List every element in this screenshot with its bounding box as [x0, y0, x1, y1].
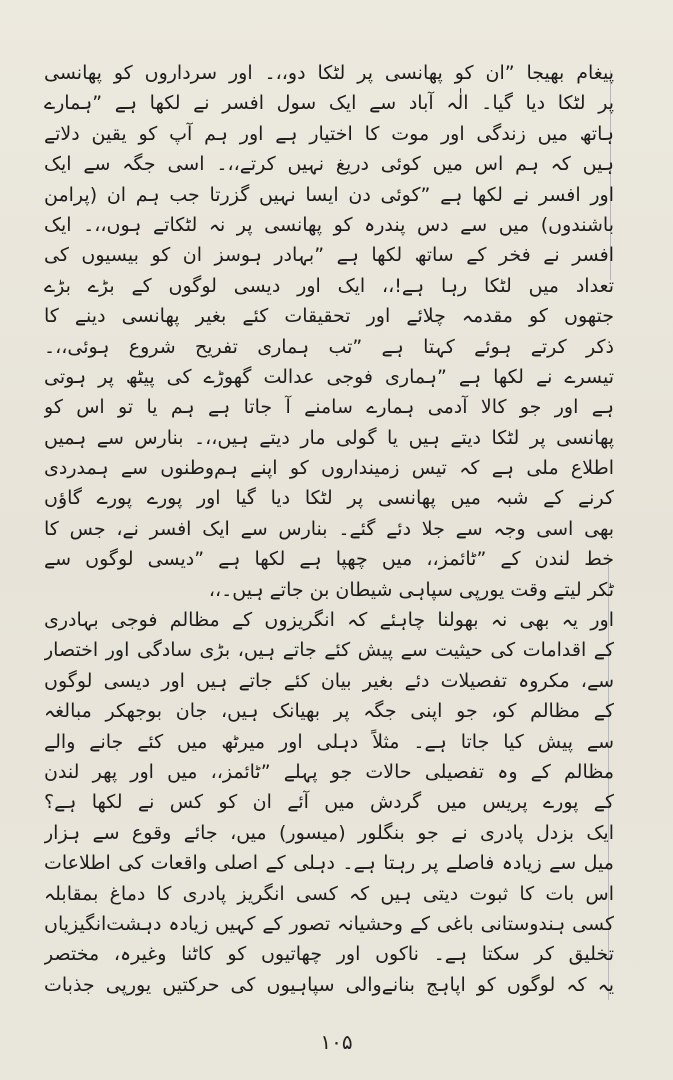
text-line: کے مظالم کو، جو اپنی جگہ پر بھیانک ہیں، جان بوجھکر مبالغہ — [44, 700, 614, 723]
text-line: خط لندن کے ”ٹائمز،، میں چھپا ہے لکھا ہے ”دیسی لوگوں سے — [44, 548, 614, 571]
text-line: پیغام بھیجا ”ان کو پھانسی پر لٹکا دو،،۔ اور سرداروں کو پھانسی — [44, 62, 614, 84]
text-line: یہ کہ لوگوں کو اپاہج بنانے‌والی سپاہیوں کی حرکتیں یورپی جذبات — [44, 973, 614, 996]
text-line: کسی ہندوستانی باغی کے وحشیانہ تصور کے کہیں زیادہ دہشت‌انگیزیاں — [44, 912, 614, 935]
text-line: اطلاع ملی ہے کہ تیس زمینداروں کو اپنے ہم‌وطنوں سے ہمدردی — [44, 457, 614, 480]
text-line: جتھوں کو مقدمہ چلائے اور تحقیقات کئے بغیر پھانسی دینے کا — [44, 305, 614, 328]
text-line: ذکر کرتے ہوئے کہتا ہے ”تب ہماری تفریح شروع ہوئی،،۔ — [44, 335, 614, 358]
text-line: پھانسی پر لٹکا دیتے ہیں یا گولی مار دیتے ہیں،،۔ بنارس سے ہمیں — [44, 426, 614, 449]
text-line: ہے اور جو کالا آدمی ہمارے سامنے آ جاتا ہے ہم یا تو اس کو — [44, 396, 614, 419]
text-line: سے، مکروہ تفصیلات دئے بغیر بیان کئے جاتے ہیں اور دیسی لوگوں — [44, 669, 614, 692]
urdu-body-text — [44, 58, 614, 1000]
text-line: کے پورے پریس میں گردش میں آئے ان کو کس نے لکھا ہے؟ — [44, 791, 614, 814]
text-line: کے اقدامات کی حیثیت سے پیش کئے جاتے ہیں، بڑی سادگی اور اختصار — [44, 639, 614, 662]
text-line: سے پیش کیا جاتا ہے۔ مثلاً دہلی اور میرٹھ میں کئے جانے والے — [44, 730, 614, 753]
text-line: ہاتھ میں زندگی اور موت کا اختیار ہے اور ہم آپ کو یقین دلاتے — [44, 122, 614, 145]
text-line: بھی اسی وجہ سے جلا دئے گئے۔ بنارس سے ایک افسر نے، جس کا — [44, 517, 614, 540]
page-number: ۱۰۵ — [320, 1030, 353, 1054]
text-line: تخلیق کر سکتا ہے۔ ناکوں اور چھاتیوں کو کاٹنا وغیرہ، مختصر — [44, 943, 614, 966]
text-line: ایک بزدل پادری نے جو بنگلور (میسور) میں، جائے وقوع سے ہزار — [44, 821, 614, 844]
text-line: مظالم کے وہ تفصیلی حالات جو پہلے ”ٹائمز،، میں اور پھر لندن — [44, 760, 614, 783]
text-line: ہیں کہ ہم اس میں کوئی دریغ نہیں کرتے،،۔ اسی جگہ سے ایک — [44, 153, 614, 176]
text-line: کرنے کے شبہ میں پھانسی پر لٹکا دیا گیا اور پورے پورے گاؤں — [44, 487, 614, 510]
text-line: تیسرے نے لکھا ہے ”ہماری فوجی عدالت گھوڑے کی پیٹھ پر ہوتی — [44, 365, 614, 388]
text-line: ٹکر لیتے وقت یورپی سپاہی شیطان بن جاتے ہیں۔،، — [208, 578, 614, 601]
text-line: میل سے زیادہ فاصلے پر رہتا ہے۔ دہلی کے اصلی واقعات کی اطلاعات — [44, 852, 614, 875]
text-line: تعداد میں لٹکا رہا ہے!،، ایک اور دیسی لوگوں کے بڑے بڑے — [44, 274, 614, 297]
text-line: اور یہ بھی نہ بھولنا چاہئے کہ انگریزوں کے مظالم فوجی بہادری — [44, 609, 614, 632]
text-line: پر لٹکا دیا گیا۔ الٰہ آباد سے ایک سول افسر نے لکھا ہے ”ہمارے — [44, 92, 614, 115]
text-line: باشندوں) میں سے دس پندرہ کو پھانسی پر نہ لٹکاتے ہوں،،۔ ایک — [44, 213, 614, 236]
text-line: اور افسر نے لکھا ہے ”کوئی دن ایسا نہیں گزرتا جب ہم ان (پرامن — [44, 183, 614, 206]
text-line: افسر نے فخر کے ساتھ لکھا ہے ”بہادر ہوسز ان کو بیسیوں کی — [44, 244, 614, 267]
text-line: اس بات کا ثبوت دیتی ہیں کہ کسی انگریز پادری کا دماغ بمقابلہ — [44, 882, 614, 905]
